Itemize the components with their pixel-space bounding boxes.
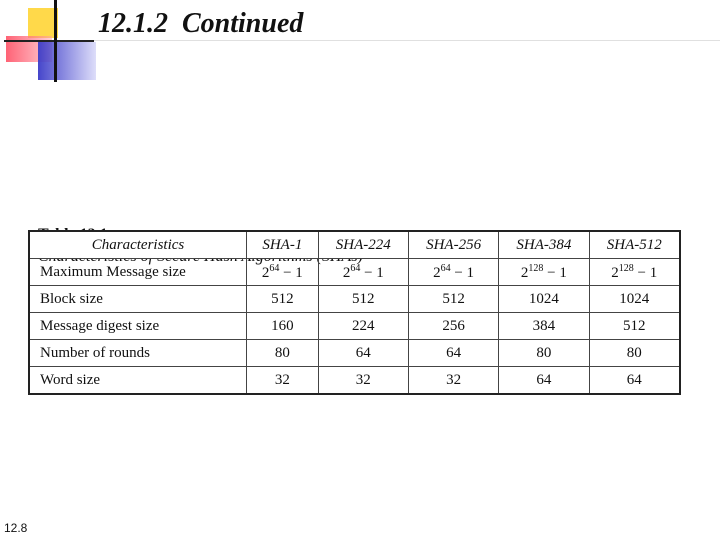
decorative-vertical-line xyxy=(54,0,57,82)
slide-number: 12.8 xyxy=(4,521,28,535)
cell-max-message-size-sha-224: $2^{64} - 1$ xyxy=(318,259,408,286)
row-label-number-of-rounds: Number of rounds xyxy=(29,340,247,367)
table-row xyxy=(29,259,680,286)
cell-rounds-sha-224: 64 xyxy=(318,340,408,367)
table-row xyxy=(29,286,680,313)
cell-block-size-sha-224: 512 xyxy=(318,286,408,313)
row-label-block-size: Block size xyxy=(29,286,247,313)
cell-rounds-sha-384: 80 xyxy=(499,340,589,367)
cell-digest-size-sha-224: 224 xyxy=(318,313,408,340)
table-row xyxy=(29,367,680,395)
cell-rounds-sha-256: 64 xyxy=(408,340,498,367)
cell-max-message-size-sha-512: $2^{128} - 1$ xyxy=(589,259,680,286)
cell-word-size-sha-224: 32 xyxy=(318,367,408,395)
header-sha-224: SHA-224 xyxy=(318,231,408,259)
cell-rounds-sha-1: 80 xyxy=(247,340,319,367)
header-sha-384: SHA-384 xyxy=(499,231,589,259)
row-label-max-message-size: Maximum Message size xyxy=(29,259,247,286)
header-sha-1: SHA-1 xyxy=(247,231,319,259)
table-header-row xyxy=(29,231,680,259)
row-label-word-size: Word size xyxy=(29,367,247,395)
slide-title: 12.1.2 Continued xyxy=(98,8,304,39)
table-row xyxy=(29,313,680,340)
cell-block-size-sha-512: 1024 xyxy=(589,286,680,313)
cell-max-message-size-sha-256: $2^{64} - 1$ xyxy=(408,259,498,286)
header-sha-512: SHA-512 xyxy=(589,231,680,259)
cell-max-message-size-sha-1: $2^{64} - 1$ xyxy=(247,259,319,286)
decorative-dark-line xyxy=(4,40,94,42)
sha-characteristics-table xyxy=(28,230,681,395)
cell-block-size-sha-256: 512 xyxy=(408,286,498,313)
cell-digest-size-sha-256: 256 xyxy=(408,313,498,340)
cell-word-size-sha-512: 64 xyxy=(589,367,680,395)
cell-word-size-sha-1: 32 xyxy=(247,367,319,395)
table-row xyxy=(29,340,680,367)
cell-block-size-sha-1: 512 xyxy=(247,286,319,313)
header-characteristics: Characteristics xyxy=(29,231,247,259)
cell-rounds-sha-512: 80 xyxy=(589,340,680,367)
header-sha-256: SHA-256 xyxy=(408,231,498,259)
cell-digest-size-sha-384: 384 xyxy=(499,313,589,340)
cell-digest-size-sha-512: 512 xyxy=(589,313,680,340)
cell-word-size-sha-384: 64 xyxy=(499,367,589,395)
cell-digest-size-sha-1: 160 xyxy=(247,313,319,340)
row-label-message-digest-size: Message digest size xyxy=(29,313,247,340)
decorative-blue-block xyxy=(38,42,96,80)
cell-word-size-sha-256: 32 xyxy=(408,367,498,395)
cell-max-message-size-sha-384: $2^{128} - 1$ xyxy=(499,259,589,286)
cell-block-size-sha-384: 1024 xyxy=(499,286,589,313)
